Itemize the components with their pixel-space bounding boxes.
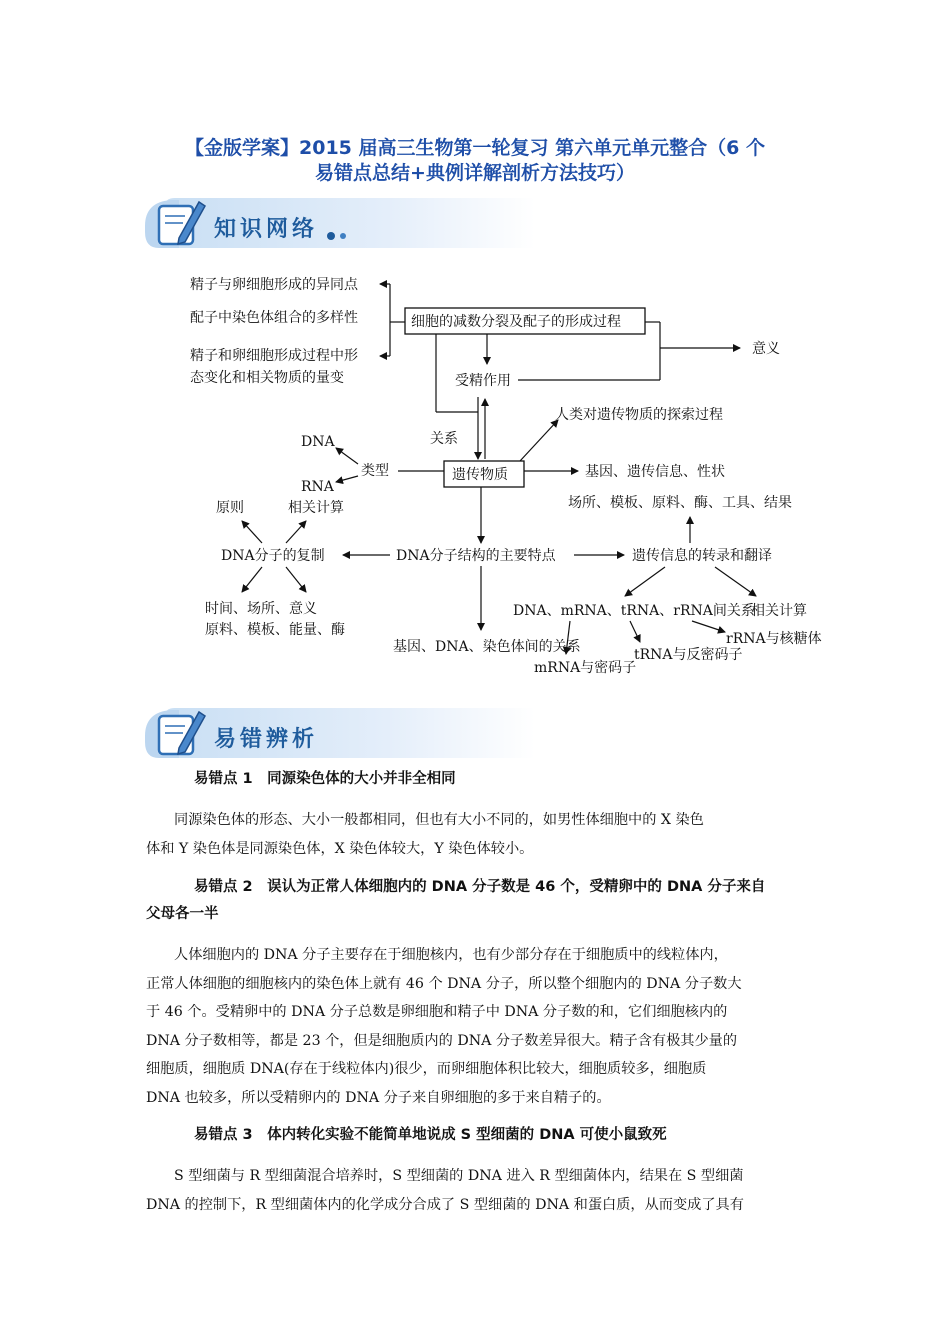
- label-replication: DNA分子的复制: [221, 548, 325, 564]
- error-point-2-body: [146, 941, 810, 1112]
- body-line: 正常人体细胞的细胞核内的染色体上就有 46 个 DNA 分子，所以整个细胞内的 DNA 分子数大: [146, 975, 742, 992]
- arrow-to-principle: [242, 521, 262, 543]
- arrow-to-calc2: [715, 567, 756, 596]
- label-type: 类型: [361, 463, 389, 479]
- error-point-3-body: [146, 1162, 810, 1219]
- label-fertilization: 受精作用: [455, 373, 511, 389]
- label-meiosis: 细胞的减数分裂及配子的形成过程: [411, 314, 621, 330]
- error-point-3-heading: 易错点 3 体内转化实验不能简单地说成 S 型细菌的 DNA 可使小鼠致死: [194, 1127, 667, 1143]
- arrow-to-time-place: [242, 567, 262, 592]
- label-gene-info: 基因、遗传信息、性状: [585, 464, 725, 480]
- body-line: DNA 的控制下，R 型细菌体内的化学成分合成了 S 型细菌的 DNA 和蛋白质，从而变成了具有: [146, 1196, 744, 1213]
- page-title-line-1: 【金版学案】2015 届高三生物第一轮复习 第六单元单元整合（6 个: [185, 137, 765, 159]
- knowledge-network-title: 知识网络: [214, 217, 319, 242]
- label-time-place: 时间、场所、意义: [205, 601, 317, 617]
- label-trna-anticodon: tRNA与反密码子: [634, 647, 743, 663]
- label-explore: 人类对遗传物质的探索过程: [555, 407, 723, 423]
- label-rna: RNA: [301, 479, 334, 495]
- banner-background: [145, 702, 535, 764]
- error-point-1-body: [146, 806, 810, 863]
- body-line: 体和 Y 染色体是同源染色体，X 染色体较大，Y 染色体较小。: [146, 840, 534, 857]
- label-gene-chrom: 基因、DNA、染色体间的关系: [393, 639, 581, 655]
- label-structure: DNA分子结构的主要特点: [396, 548, 556, 564]
- arrow-to-explore: [520, 420, 558, 461]
- body-line: 人体细胞内的 DNA 分子主要存在于细胞核内，也有少部分存在于细胞质中的线粒体内，: [174, 947, 728, 963]
- label-material-list: 原料、模板、能量、酶: [205, 622, 345, 638]
- label-item1: 精子与卵细胞形成的异同点: [190, 277, 358, 293]
- label-meaning: 意义: [752, 341, 780, 357]
- arrow-to-rna: [336, 476, 358, 482]
- error-point-2-heading: [146, 874, 810, 928]
- left-connector: [380, 284, 405, 356]
- arrow-to-material: [286, 567, 306, 592]
- body-line: 于 46 个。受精卵中的 DNA 分子总数是卵细胞和精子中 DNA 分子数的和，它们细胞核内的: [146, 1004, 728, 1020]
- body-line: 细胞质，细胞质 DNA(存在于线粒体内)很少，而卵细胞体积比较大，细胞质较多，细胞质: [146, 1061, 707, 1077]
- arrow-to-rrna-ribosome: [692, 621, 725, 632]
- label-genetic-material: 遗传物质: [452, 467, 508, 483]
- body-line: DNA 也较多，所以受精卵内的 DNA 分子来自卵细胞的多于来自精子的。: [146, 1089, 611, 1106]
- body-line: 同源染色体的形态、大小一般都相同，但也有大小不同的，如男性体细胞中的 X 染色: [174, 812, 704, 828]
- arrow-to-trna-anticodon: [630, 621, 640, 642]
- label-calc1: 相关计算: [288, 500, 344, 516]
- label-rna-relation: DNA、mRNA、tRNA、rRNA间关系: [513, 603, 755, 619]
- label-mrna-codon: mRNA与密码子: [534, 660, 637, 676]
- heading-line: 易错点 2 误认为正常人体细胞内的 DNA 分子数是 46 个，受精卵中的 DNA 分子来自: [194, 879, 766, 895]
- arrow-to-calc1: [286, 521, 306, 543]
- arrow-to-dna: [336, 448, 358, 464]
- label-item3b: 态变化和相关物质的量变: [190, 370, 344, 386]
- label-relation: 关系: [430, 431, 458, 447]
- label-rrna-ribosome: rRNA与核糖体: [726, 631, 822, 647]
- label-principle: 原则: [216, 500, 244, 516]
- label-dna: DNA: [301, 434, 335, 450]
- arrow-to-rna-relation: [625, 567, 665, 596]
- body-line: DNA 分子数相等，都是 23 个，但是细胞质内的 DNA 分子数差异很大。精子含有极其少量的: [146, 1032, 738, 1049]
- label-transcription: 遗传信息的转录和翻译: [632, 548, 772, 564]
- common-errors-title: 易错辨析: [214, 727, 319, 752]
- label-calc2: 相关计算: [751, 603, 807, 619]
- label-item3a: 精子和卵细胞形成过程中形: [190, 348, 358, 364]
- body-line: S 型细菌与 R 型细菌混合培养时，S 型细菌的 DNA 进入 R 型细菌体内，结果在 S 型细菌: [174, 1168, 744, 1184]
- heading-line: 父母各一半: [146, 906, 219, 922]
- error-point-1-heading: 易错点 1 同源染色体的大小并非全相同: [194, 771, 456, 787]
- meaning-connector: [518, 322, 740, 380]
- common-errors-banner: [145, 702, 535, 764]
- label-item2: 配子中染色体组合的多样性: [190, 310, 358, 326]
- page-title-line-2: 易错点总结+典例详解剖析方法技巧）: [315, 162, 635, 184]
- label-place-list: 场所、模板、原料、酶、工具、结果: [568, 495, 792, 511]
